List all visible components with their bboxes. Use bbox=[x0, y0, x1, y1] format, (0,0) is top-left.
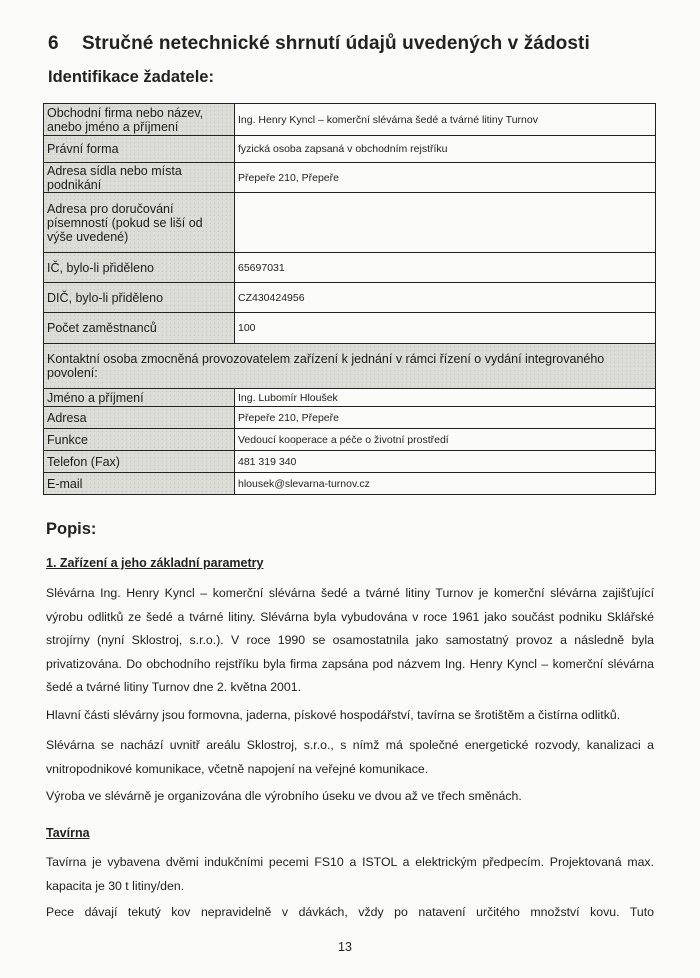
row-value: Ing. Henry Kyncl – komerční slévárna šedé a tvárné litiny Turnov bbox=[235, 104, 656, 136]
row-label: IČ, bylo-li přiděleno bbox=[44, 253, 235, 283]
row-value: fyzická osoba zapsaná v obchodním rejstříku bbox=[235, 136, 656, 163]
table-row bbox=[44, 163, 656, 193]
table-row bbox=[44, 407, 656, 429]
description-heading: Popis: bbox=[46, 520, 97, 538]
table-row bbox=[44, 193, 656, 253]
row-value: 65697031 bbox=[235, 253, 656, 283]
row-label: Adresa pro doručování písemností (pokud se liší od výše uvedené) bbox=[44, 193, 235, 253]
paragraph: Hlavní části slévárny jsou formovna, jaderna, pískové hospodářství, tavírna se šrotištěm a čistírna odlitků. bbox=[46, 708, 621, 722]
row-value: 100 bbox=[235, 313, 656, 344]
table-row bbox=[44, 389, 656, 407]
table-row bbox=[44, 451, 656, 473]
subsection-title-facility: 1. Zařízení a jeho základní parametry bbox=[46, 556, 264, 570]
row-value: Vedoucí kooperace a péče o životní prostředí bbox=[235, 429, 656, 451]
table-row bbox=[44, 473, 656, 495]
row-value bbox=[235, 193, 656, 253]
row-label: Jméno a příjmení bbox=[44, 389, 235, 407]
contact-heading-row bbox=[44, 344, 656, 389]
identification-heading: Identifikace žadatele: bbox=[48, 68, 214, 86]
paragraph: Slévárna Ing. Henry Kyncl – komerční slévárna šedé a tvárné litiny Turnov je komerční slévárna zajišťující výrobu odlitků ze šedé a tvárné litiny. Slévárna byla vybudována v roce 1961 jako součást podniku Sklářské strojírny (nyní Sklostroj, s.r.o.). V roce 1990 se osamostatnila jako samostatný provoz a následně byla privatizována. Do obchodního rejstříku byla firma zapsána pod názvem Ing. Henry Kyncl – komerční slévárna šedé a tvárné litiny Turnov dne 2. května 2001. bbox=[46, 586, 654, 694]
section-title bbox=[48, 33, 590, 55]
page-number: 13 bbox=[338, 940, 352, 954]
row-value: hlousek@slevarna-turnov.cz bbox=[235, 473, 656, 495]
row-label: E-mail bbox=[44, 473, 235, 495]
section-title-text: Stručné netechnické shrnutí údajů uvedených v žádosti bbox=[82, 33, 590, 54]
row-label: Právní forma bbox=[44, 136, 235, 163]
row-value: CZ430424956 bbox=[235, 283, 656, 313]
table-row bbox=[44, 104, 656, 136]
paragraph: Tavírna je vybavena dvěmi indukčními pecemi FS10 a ISTOL a elektrickým předpecím. Projektovaná max. kapacita je 30 t litiny/den. bbox=[46, 855, 654, 893]
row-label: Adresa sídla nebo místa podnikání bbox=[44, 163, 235, 193]
row-value: Přepeře 210, Přepeře bbox=[235, 407, 656, 429]
table-row bbox=[44, 253, 656, 283]
contact-heading: Kontaktní osoba zmocněná provozovatelem zařízení k jednání v rámci řízení o vydání integrovaného povolení: bbox=[44, 344, 656, 389]
row-value: Ing. Lubomír Hloušek bbox=[235, 389, 656, 407]
row-value: 481 319 340 bbox=[235, 451, 656, 473]
paragraph: Výroba ve slévárně je organizována dle výrobního úseku ve dvou až ve třech směnách. bbox=[46, 789, 522, 803]
paragraph: Slévárna se nachází uvnitř areálu Sklostroj, s.r.o., s nímž má společné energetické rozvody, kanalizaci a vnitropodnikové komunikace, včetně napojení na veřejné komunikace. bbox=[46, 738, 654, 776]
table-row bbox=[44, 313, 656, 344]
identification-table bbox=[43, 103, 656, 495]
row-label: Obchodní firma nebo název, anebo jméno a příjmení bbox=[44, 104, 235, 136]
row-label: Funkce bbox=[44, 429, 235, 451]
row-label: Počet zaměstnanců bbox=[44, 313, 235, 344]
table-row bbox=[44, 429, 656, 451]
subsection-title-melting: Tavírna bbox=[46, 826, 90, 840]
section-number: 6 bbox=[48, 33, 59, 54]
row-label: Telefon (Fax) bbox=[44, 451, 235, 473]
table-row bbox=[44, 283, 656, 313]
paragraph: Pece dávají tekutý kov nepravidelně v dávkách, vždy po natavení určitého množství kovu. Tuto bbox=[46, 905, 654, 919]
row-label: Adresa bbox=[44, 407, 235, 429]
table-row bbox=[44, 136, 656, 163]
row-label: DIČ, bylo-li přiděleno bbox=[44, 283, 235, 313]
row-value: Přepeře 210, Přepeře bbox=[235, 163, 656, 193]
